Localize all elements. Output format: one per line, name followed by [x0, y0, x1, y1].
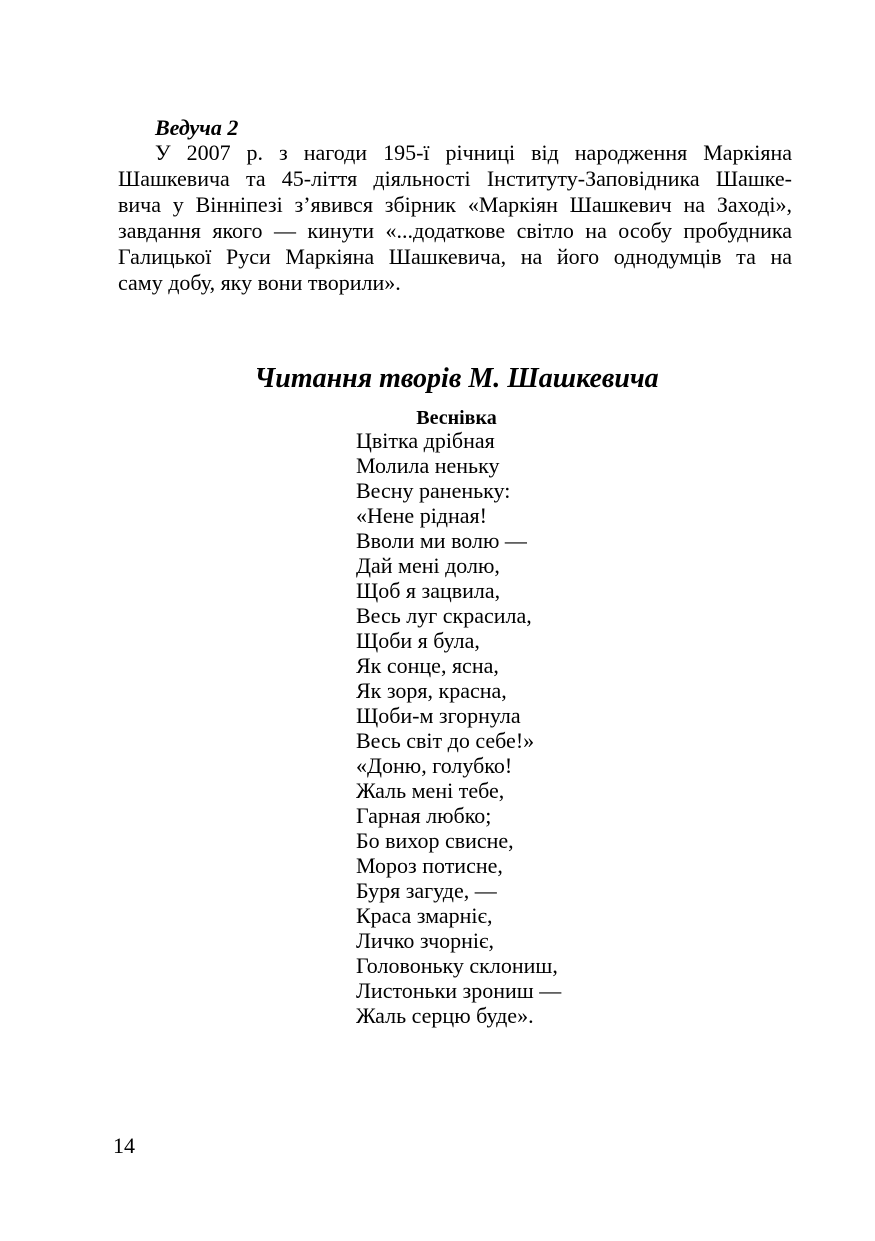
poem-line: Листоньки зрониш —: [356, 978, 562, 1003]
poem-line: Бо вихор свисне,: [356, 828, 514, 853]
paragraph-line: завдання якого — кинути «...додаткове світло на особу пробудника: [118, 218, 792, 243]
poem-title: Веснівка: [416, 407, 497, 429]
section-title: Читання творів М. Шашкевича: [254, 363, 659, 394]
poem-line: Мороз потисне,: [356, 853, 503, 878]
speaker-label: Ведуча 2: [155, 115, 239, 140]
intro-paragraph: [118, 140, 792, 296]
poem-line: Щоби я була,: [356, 628, 480, 653]
poem-line: Краса змарніє,: [356, 903, 493, 928]
paragraph-line: Галицької Руси Маркіяна Шашкевича, на його однодумців та на: [118, 244, 792, 269]
poem-line: Жаль мені тебе,: [356, 778, 505, 803]
poem-line: Щоби-м згорнула: [356, 703, 521, 728]
paragraph-line: Шашкевича та 45-ліття діяльності Інституту-Заповідника Шашке-: [118, 166, 792, 191]
poem-line: Як зоря, красна,: [356, 678, 507, 703]
poem-line: Цвітка дрібная: [356, 428, 495, 453]
paragraph-line: вича у Вінніпезі з’явився збірник «Маркіян Шашкевич на Заході»,: [118, 192, 792, 217]
poem-line: Весь луг скрасила,: [356, 603, 532, 628]
poem-line: Жаль серцю буде».: [356, 1003, 534, 1028]
poem-line: Личко зчорніє,: [356, 928, 494, 953]
poem-line: «Доню, голубко!: [356, 753, 513, 778]
poem-line: Гарная любко;: [356, 803, 492, 828]
page-number: 14: [113, 1133, 135, 1158]
poem-line: Головоньку склониш,: [356, 953, 558, 978]
poem-line: Дай мені долю,: [356, 553, 500, 578]
poem-body: [356, 428, 561, 1028]
poem-line: Весь світ до себе!»: [356, 728, 535, 753]
poem-line: Вволи ми волю —: [356, 528, 527, 553]
poem-line: Буря загуде, —: [356, 878, 497, 903]
paragraph-line: У 2007 р. з нагоди 195-ї річниці від народження Маркіяна: [155, 140, 792, 165]
poem-line: Весну раненьку:: [356, 478, 511, 503]
poem-line: Молила неньку: [356, 453, 500, 478]
poem-line: Щоб я зацвила,: [356, 578, 501, 603]
paragraph-line: саму добу, яку вони творили».: [118, 270, 401, 295]
poem-line: «Нене рідная!: [356, 503, 487, 528]
poem-line: Як сонце, ясна,: [356, 653, 499, 678]
